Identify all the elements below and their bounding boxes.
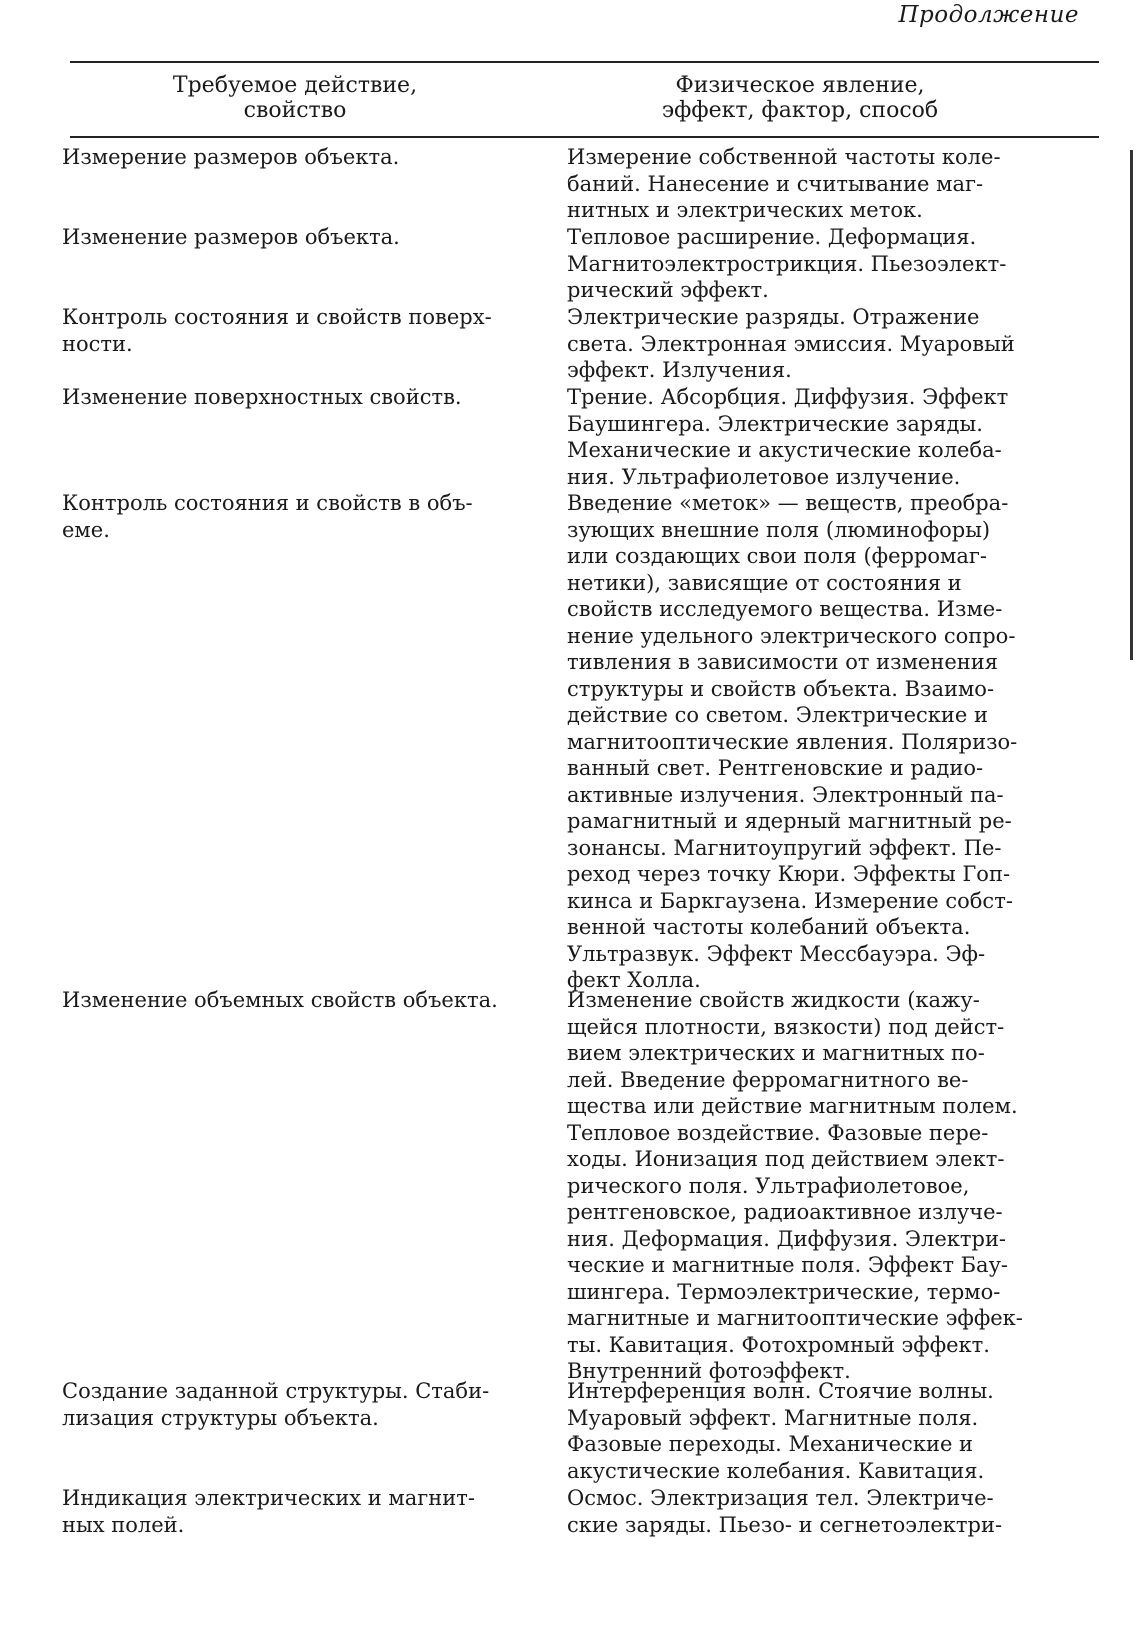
- table-row: [62, 1485, 1082, 1541]
- action-cell: Изменение поверхностных свойств.: [62, 385, 462, 409]
- continuation-label: Продолжение: [898, 2, 1079, 28]
- action-cell: Изменение размеров объекта.: [62, 225, 400, 249]
- phenomenon-cell: Осмос. Электризация тел. Электриче- ские заряды. Пьезо- и сегнетоэлектри-: [567, 1486, 1003, 1537]
- phenomenon-cell: Измерение собственной частоты коле- баний. Нанесение и считывание маг- нитных и электрических меток.: [567, 145, 1001, 222]
- table-body: [62, 144, 1082, 1541]
- phenomenon-cell: Электрические разряды. Отражение света. Электронная эмиссия. Муаровый эффект. Излучения.: [567, 305, 1015, 382]
- action-cell: Создание заданной структуры. Стаби- лизация структуры объекта.: [62, 1379, 490, 1430]
- phenomenon-cell: Трение. Абсорбция. Диффузия. Эффект Баушингера. Электрические заряды. Механические и акустические колеба- ния. Ультрафиолетовое излучение.: [567, 385, 1009, 489]
- action-cell: Индикация электрических и магнит- ных полей.: [62, 1486, 475, 1537]
- column-header-action: Требуемое действие, свойство: [172, 73, 418, 123]
- phenomenon-cell: Интерференция волн. Стоячие волны. Муаровый эффект. Магнитные поля. Фазовые переходы. Механические и акустические колебания. Кавитация.: [567, 1379, 994, 1483]
- phenomenon-cell: Изменение свойств жидкости (кажу- щейся плотности, вязкости) под дейст- вием электрических и магнитных по- лей. Введение ферромагнитного ве- щества или действие магнитным полем. Тепловое воздействие. Фазовые пере- ходы. Ионизация под действием элект- рического поля. Ультрафиолетовое, рентгеновское, радиоактивное излуче- ния. Деформация. Диффузия. Электри- ческие и магнитные поля. Эффект Бау- шингера. Термоэлектрические, термо- магнитные и магнитооптические эффек- ты. Кавитация. Фотохромный эффект. Внутренний фотоэффект.: [567, 988, 1023, 1383]
- table-row: [62, 144, 1082, 224]
- phenomenon-cell: Тепловое расширение. Деформация. Магнитоэлектрострикция. Пьезоэлект- рический эффект.: [567, 225, 1007, 302]
- action-cell: Измерение размеров объекта.: [62, 145, 400, 169]
- table-row: [62, 224, 1082, 304]
- action-cell: Контроль состояния и свойств в объ- еме.: [62, 491, 473, 542]
- page-edge-shadow: [1130, 150, 1133, 660]
- column-header-phenomenon: Физическое явление, эффект, фактор, способ: [661, 73, 939, 123]
- table-row: [62, 384, 1082, 490]
- table-top-rule: [70, 61, 1099, 63]
- action-cell: Контроль состояния и свойств поверх- ности.: [62, 305, 492, 356]
- table-row: [62, 304, 1082, 384]
- table-row: [62, 987, 1082, 1383]
- table-row: [62, 1378, 1082, 1485]
- phenomenon-cell: Введение «меток» — веществ, преобра- зующих внешние поля (люминофоры) или создающих свои поля (ферромаг- нетики), зависящие от состояния и свойств исследуемого вещества. Изме- нение удельного электрического сопро- тивления в зависимости от изменения структуры и свойств объекта. Взаимо- действие со светом. Электрические и магнитооптические явления. Поляризо- ванный свет. Рентгеновские и радио- активные излучения. Электронный па- рамагнитный и ядерный магнитный ре- зонансы. Магнитоупругий эффект. Пе- реход через точку Кюри. Эффекты Гоп- кинса и Баркгаузена. Измерение собст- венной частоты колебаний объекта. Ультразвук. Эффект Мессбауэра. Эф- фект Холла.: [567, 491, 1018, 992]
- table-header-rule: [70, 136, 1099, 138]
- action-cell: Изменение объемных свойств объекта.: [62, 988, 498, 1012]
- table-row: [62, 490, 1082, 992]
